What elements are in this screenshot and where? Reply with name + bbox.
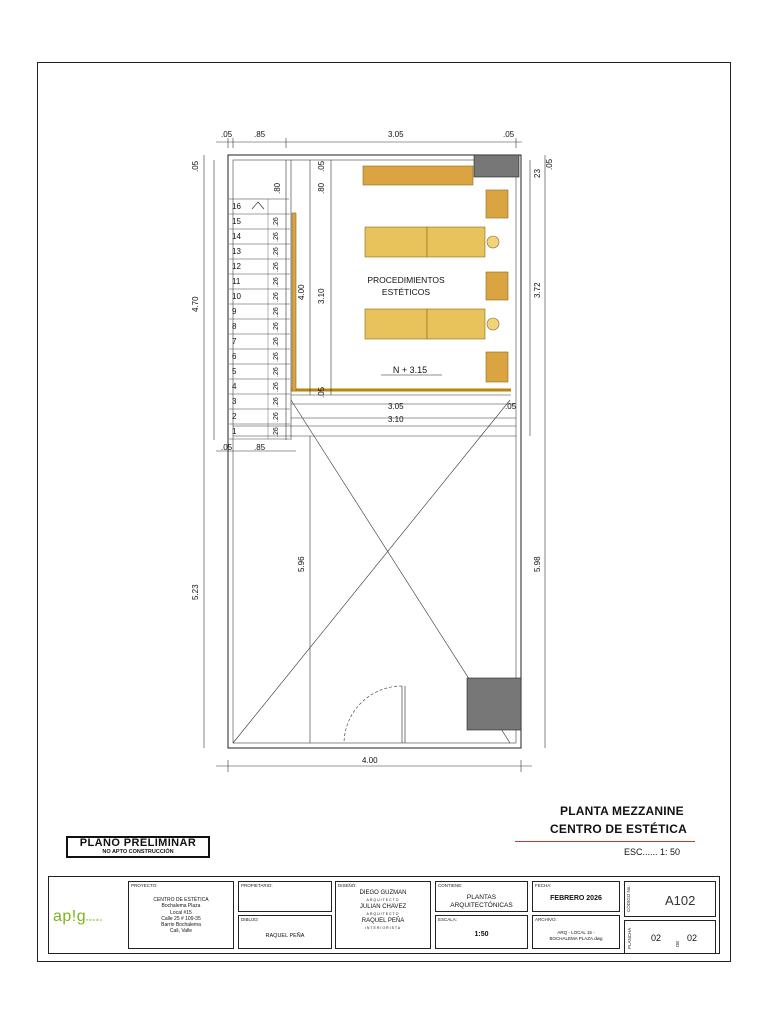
logo-text: ap!g	[53, 908, 87, 925]
svg-text:.26: .26	[273, 232, 280, 242]
counter-top	[363, 166, 473, 185]
svg-text:.26: .26	[273, 217, 280, 227]
svg-text:3: 3	[232, 397, 237, 406]
owner-cell	[238, 881, 332, 912]
svg-text:12: 12	[232, 262, 241, 271]
designer-3-role: INTERIORISTA	[364, 926, 402, 930]
dim-right-372: 3.72	[533, 282, 542, 298]
dim-room-080: .80	[317, 182, 326, 194]
date-value: FEBRERO 2026	[550, 895, 602, 902]
dim-void-596: 5.96	[297, 556, 306, 572]
drawn-by-cell	[238, 915, 332, 949]
dim-edge-005: .05	[317, 386, 326, 398]
dim-mezz-310: 3.10	[388, 415, 404, 424]
project-info	[129, 897, 233, 935]
file-label: ARCHIVO:	[535, 917, 557, 922]
svg-text:.26: .26	[273, 247, 280, 257]
svg-text:.26: .26	[273, 337, 280, 347]
title-underline	[515, 841, 695, 842]
dim-right-23: 23	[533, 169, 542, 178]
svg-text:.26: .26	[273, 367, 280, 377]
svg-text:4: 4	[232, 382, 237, 391]
contents-line-2: ARQUITECTÓNICAS	[450, 902, 513, 909]
stair-railing	[292, 213, 296, 391]
project-cell	[128, 881, 234, 949]
contents-line-1: PLANTAS	[466, 894, 497, 901]
drawing-scale: ESC...... 1: 50	[624, 847, 681, 857]
drawing-title: PLANTA MEZZANINE	[560, 804, 684, 818]
drawn-by-label: DIBUJO:	[241, 917, 259, 922]
svg-text:9: 9	[232, 307, 237, 316]
svg-text:.26: .26	[273, 382, 280, 392]
designers	[336, 890, 430, 932]
dim-top-2: .85	[254, 130, 266, 139]
stair-arrow	[252, 202, 264, 209]
project-line-2: Bochalema Plaza	[161, 903, 201, 910]
sheet-number: 02	[651, 933, 662, 943]
sheet-number-cell	[624, 920, 716, 954]
tread-dims	[273, 217, 280, 437]
file-value	[533, 930, 619, 941]
project-line-3: Local #15	[170, 909, 192, 916]
dim-room-005: .05	[317, 160, 326, 172]
svg-text:2: 2	[232, 412, 237, 421]
design-label: DISEÑÓ:	[338, 883, 357, 888]
dim-right-598: 5.98	[533, 556, 542, 572]
scale-cell	[435, 915, 528, 949]
dim-stair-bottom-085: .85	[254, 443, 266, 452]
contents-value	[436, 894, 527, 910]
side-cabinet-3	[486, 352, 508, 382]
file-cell	[532, 915, 620, 949]
date-label: FECHA:	[535, 883, 552, 888]
svg-text:6: 6	[232, 352, 237, 361]
svg-text:.26: .26	[273, 412, 280, 422]
dim-stair-080: .80	[273, 182, 282, 194]
drawing-subtitle: CENTRO DE ESTÉTICA	[550, 822, 687, 836]
column-bottom-right	[467, 678, 521, 730]
dim-stair-bottom-005: .05	[221, 443, 233, 452]
svg-text:.26: .26	[273, 427, 280, 437]
side-cabinet-2	[486, 272, 508, 300]
svg-text:13: 13	[232, 247, 241, 256]
svg-text:15: 15	[232, 217, 241, 226]
svg-text:8: 8	[232, 322, 237, 331]
project-label: PROYECTO:	[131, 883, 158, 888]
drawn-by-value: RAQUEL PEÑA	[265, 933, 305, 939]
svg-text:5: 5	[232, 367, 237, 376]
designer-2-role: ARQUITECTO	[366, 912, 400, 916]
svg-text:.26: .26	[273, 262, 280, 272]
code-value: A102	[665, 893, 696, 908]
contents-cell	[435, 881, 528, 912]
dim-room-310: 3.10	[317, 288, 326, 304]
project-line-4: Calle 25 # 109-35	[161, 915, 201, 922]
svg-text:16: 16	[232, 202, 241, 211]
dim-left-523: 5.23	[191, 584, 200, 600]
preliminary-stamp-note: NO APTO CONSTRUCCIÓN	[102, 849, 174, 855]
svg-text:14: 14	[232, 232, 241, 241]
designer-2-name: JULIAN CHAVEZ	[359, 904, 407, 910]
code-label: CÓDIGO No.	[626, 885, 631, 912]
side-cabinet-1	[486, 190, 508, 218]
dim-mezz-305: 3.05	[388, 402, 404, 411]
dim-top-4: .05	[503, 130, 515, 139]
svg-text:.26: .26	[273, 322, 280, 332]
svg-text:7: 7	[232, 337, 237, 346]
company-logo	[53, 908, 103, 926]
dim-top-1: .05	[221, 130, 233, 139]
scale-value: 1:50	[474, 931, 489, 938]
code-cell	[624, 881, 716, 917]
date-cell	[532, 881, 620, 912]
designer-1-name: DIEGO GUZMAN	[359, 890, 407, 896]
svg-text:.26: .26	[273, 292, 280, 302]
logo-subtext: estudio	[86, 917, 103, 922]
svg-text:.26: .26	[273, 397, 280, 407]
design-cell	[335, 881, 431, 949]
file-line-2: BOCHALEMA PLAZA.dwg	[549, 935, 603, 941]
project-line-5: Barrio Bochalema	[161, 922, 201, 929]
treatment-bed-2	[365, 309, 499, 339]
svg-text:11: 11	[232, 277, 241, 286]
contents-label: CONTIENE:	[438, 883, 463, 888]
owner-label: PROPIETARIO:	[241, 883, 273, 888]
project-line-6: Cali, Valle	[169, 928, 193, 935]
svg-text:10: 10	[232, 292, 241, 301]
svg-text:.26: .26	[273, 277, 280, 287]
dim-right-005: .05	[545, 158, 554, 170]
svg-text:.26: .26	[273, 352, 280, 362]
room-label-2: ESTÉTICOS	[381, 287, 431, 297]
treatment-bed-1	[365, 227, 499, 257]
of-label: DE	[675, 940, 680, 947]
preliminary-stamp	[66, 836, 210, 858]
dim-left-470: 4.70	[191, 296, 200, 312]
sheet-label: PLANCHA	[627, 927, 632, 949]
file-line-1: ARQ - LOCAL 15 -	[557, 930, 595, 935]
svg-text:.26: .26	[273, 307, 280, 317]
room-label-1: PROCEDIMIENTOS	[367, 275, 445, 285]
dim-left-005: .05	[191, 160, 200, 172]
dim-mezz-005: .05	[505, 402, 517, 411]
scale-label: ESCALA:	[438, 917, 458, 922]
dim-stair-400: 4.00	[297, 284, 306, 300]
preliminary-stamp-title: PLANO PRELIMINAR	[79, 837, 197, 849]
dim-top-3: 3.05	[388, 130, 404, 139]
sheet-total: 02	[687, 933, 698, 943]
level-marker: N + 3.15	[392, 365, 428, 375]
column-top-right	[474, 155, 519, 177]
designer-3-name: RAQUEL PEÑA	[361, 918, 405, 924]
dim-bottom-400: 4.00	[362, 756, 378, 765]
designer-1-role: ARQUITECTO	[366, 898, 400, 902]
project-line-1: CENTRO DE ESTÉTICA	[153, 897, 209, 903]
svg-text:1: 1	[232, 427, 237, 436]
